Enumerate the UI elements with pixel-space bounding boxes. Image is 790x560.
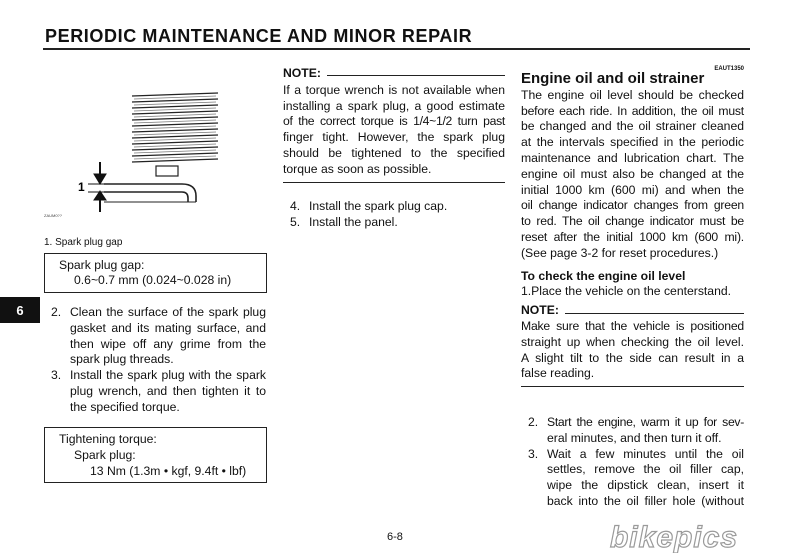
note-line: should be tightened to the specified <box>283 145 505 160</box>
list-item <box>283 215 505 231</box>
tightening-torque-spec <box>44 427 267 483</box>
step-line: Start the engine, warm it up for sev- <box>547 415 744 429</box>
list-item <box>521 447 744 510</box>
text-line: maintenance and lubrication chart. The <box>521 150 744 165</box>
text-line: to red. The oil change indicator must be <box>521 214 744 229</box>
note-line: finger tight. However, the spark plug <box>283 130 505 145</box>
text-line: (See page 3-2 for reset procedures.) <box>521 245 719 260</box>
text-line: initial 1000 km (600 mi) and when the <box>521 182 744 197</box>
check-oil-heading: To check the engine oil level <box>521 268 686 283</box>
list-item <box>283 199 505 215</box>
spark-plug-gap-spec <box>44 253 267 293</box>
text-line: engine oil must also be changed at the <box>521 166 744 181</box>
text-line: The engine oil level should be checked <box>521 87 744 102</box>
engine-oil-section <box>521 66 744 387</box>
step-number: 3. <box>51 368 62 383</box>
list-item <box>521 415 744 447</box>
note-line: A slight tilt to the side can result in a <box>521 350 744 365</box>
text-line: at the intervals specified in the periodic <box>521 135 744 150</box>
step-text: Install the spark plug with the spark plug wrench, and then tighten it to the specified torque. <box>70 368 266 414</box>
step-line: back into the oil filler hole (without <box>547 493 744 508</box>
step-number: 2. <box>51 305 62 319</box>
list-item <box>44 305 266 368</box>
chapter-tab: 6 <box>0 297 40 323</box>
spec-title: Tightening torque: <box>59 432 157 446</box>
step-number: 4. <box>290 199 301 213</box>
spec-value: 13 Nm (1.3m • kgf, 9.4ft • lbf) <box>90 464 247 478</box>
step-text: Install the panel. <box>309 214 398 229</box>
section-code: EAUT1350 <box>714 66 744 72</box>
note-line: false reading. <box>521 366 595 381</box>
check-step-1: 1.Place the vehicle on the centerstand. <box>521 284 732 299</box>
note-end-rule <box>283 182 505 183</box>
middle-steps <box>283 199 505 231</box>
note-rule <box>565 313 744 314</box>
intro-paragraph <box>521 88 744 262</box>
section-title: Engine oil and oil strainer <box>521 70 705 87</box>
step-line: eral minutes, and then turn it off. <box>547 430 722 445</box>
watermark-logo <box>574 523 774 553</box>
step-number: 5. <box>290 214 301 229</box>
page-title: PERIODIC MAINTENANCE AND MINOR REPAIR <box>45 26 473 46</box>
step-line: Wait a few minutes until the oil <box>547 446 744 461</box>
header-rule <box>43 48 750 50</box>
text-line: oil change indicator changes from green <box>521 198 744 213</box>
note-label: NOTE: <box>521 303 559 318</box>
note-rule <box>327 75 505 76</box>
step-text: Install the spark plug cap. <box>309 199 448 213</box>
note-body <box>521 319 744 382</box>
figure-caption: 1. Spark plug gap <box>44 237 123 248</box>
note-line: installing a spark plug, a good estimate <box>283 98 505 113</box>
note-heading <box>521 303 744 319</box>
note-heading <box>283 66 505 82</box>
spec-value: 0.6~0.7 mm (0.024~0.028 in) <box>74 273 232 287</box>
list-item <box>44 368 266 415</box>
note-line: straight up when checking the oil level. <box>521 334 744 349</box>
spark-plug-gap-figure <box>44 88 244 228</box>
note-label: NOTE: <box>283 66 321 80</box>
note-end-rule <box>521 386 744 387</box>
watermark-text: bikepics <box>609 523 739 553</box>
spec-item: Spark plug: <box>74 448 136 462</box>
note-line: Make sure that the vehicle is positioned <box>521 318 744 333</box>
step-number: 3. <box>528 446 539 461</box>
figure-callout-1: 1 <box>78 180 85 194</box>
step-line: wipe the dipstick clean, insert it <box>547 478 744 493</box>
text-line: before each ride. In addition, the oil must <box>521 103 744 118</box>
step-text: Clean the surface of the spark plug gasket and its mating surface, and then wipe off any grime from the spark plug threads. <box>70 305 266 367</box>
text-line: reset after the initial 1000 km (600 mi). <box>521 229 744 244</box>
note-line: of the correct torque is 1/4~1/2 turn past <box>283 114 505 129</box>
step-line: settles, remove the oil filler cap, <box>547 462 744 477</box>
left-steps <box>44 305 266 416</box>
note-line: If a torque wrench is not available when <box>283 82 505 97</box>
page-number: 6-8 <box>387 531 403 543</box>
right-steps <box>521 415 744 510</box>
spec-title: Spark plug gap: <box>59 258 145 272</box>
step-number: 2. <box>528 415 539 429</box>
figure-code: ZAUM0?? <box>44 213 63 218</box>
note-line: torque as soon as possible. <box>283 161 432 176</box>
text-line: be changed and the oil strainer cleaned <box>521 119 744 134</box>
torque-note <box>283 66 505 183</box>
